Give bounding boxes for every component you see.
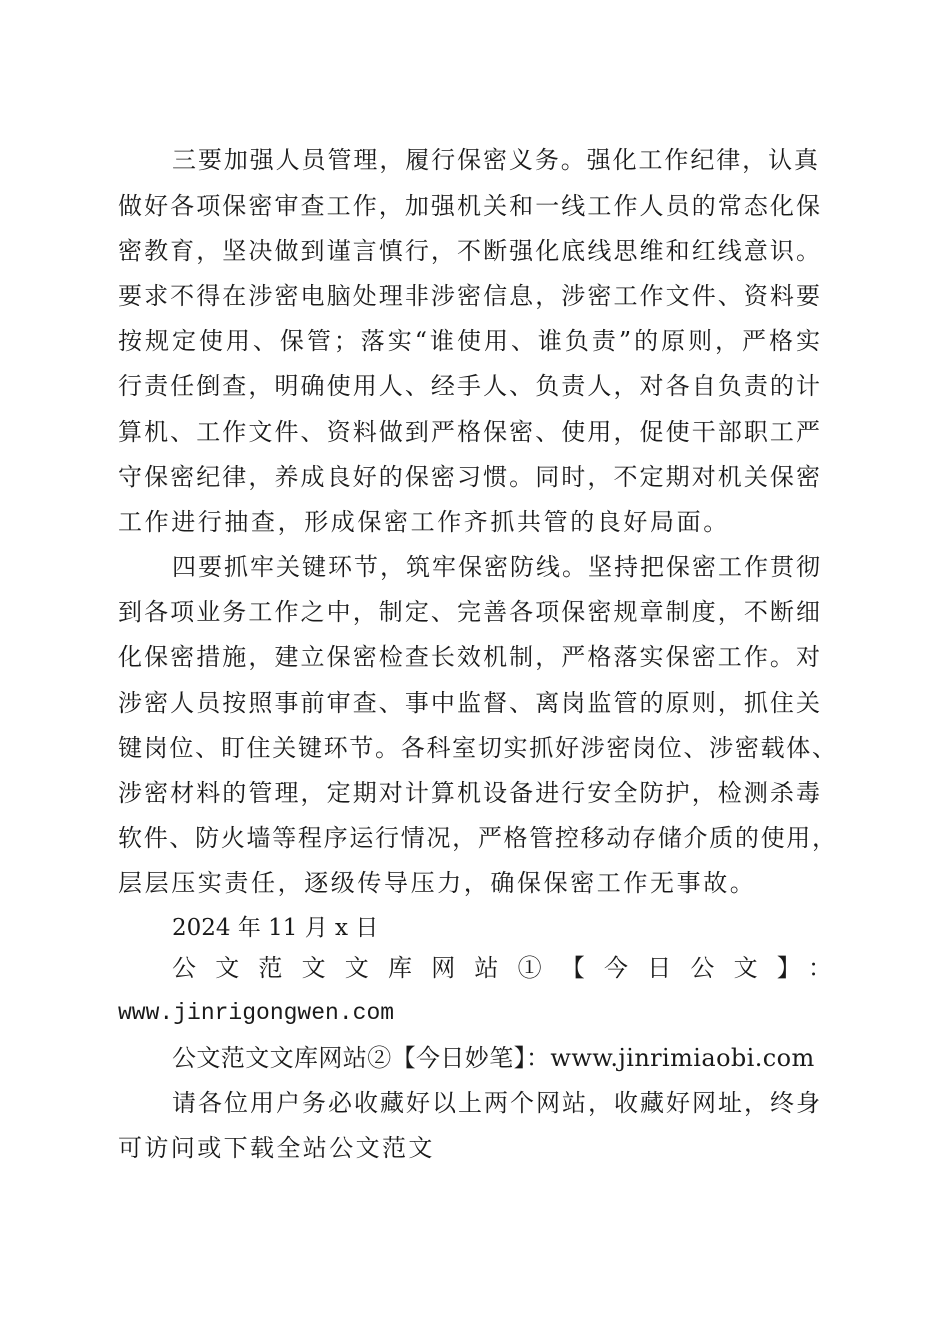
notice-line-2: 可访问或下载全站公文范文 [118,1134,435,1162]
paragraph-three-line-9: 工作进行抽查，形成保密工作齐抓共管的良好局面。 [118,508,730,536]
paragraph-four-line-4: 涉密人员按照事前审查、事中监督、离岗监管的原则，抓住关 [118,689,820,717]
paragraph-four-line-1: 四要抓牢关键环节，筑牢保密防线。坚持把保密工作贯彻 [172,553,820,581]
paragraph-four-line-2: 到各项业务工作之中，制定、完善各项保密规章制度，不断细 [118,598,820,626]
paragraph-four-line-3: 化保密措施，建立保密检查长效机制，严格落实保密工作。对 [118,643,820,671]
paragraph-three-line-7: 算机、工作文件、资料做到严格保密、使用，促使干部职工严 [118,418,820,446]
site-one-label: 公文范文文库网站①【今日公文】： [172,954,832,982]
paragraph-three-line-5: 按规定使用、保管；落实“谁使用、谁负责”的原则，严格实 [118,327,820,355]
notice-line-1: 请各位用户务必收藏好以上两个网站，收藏好网址，终身 [172,1089,820,1117]
paragraph-three-line-6: 行责任倒查，明确使用人、经手人、负责人，对各自负责的计 [118,372,820,400]
paragraph-three-line-4: 要求不得在涉密电脑处理非涉密信息，涉密工作文件、资料要 [118,282,820,310]
paragraph-four-line-8: 层层压实责任，逐级传导压力，确保保密工作无事故。 [118,869,757,897]
paragraph-three-line-2: 做好各项保密审查工作，加强机关和一线工作人员的常态化保 [118,192,820,220]
paragraph-three-line-8: 守保密纪律，养成良好的保密习惯。同时，不定期对机关保密 [118,463,820,491]
paragraph-four-line-6: 涉密材料的管理，定期对计算机设备进行安全防护，检测杀毒 [118,779,820,807]
site-two-line[interactable]: 公文范文文库网站②【今日妙笔】：www.jinrimiaobi.com [172,1044,815,1072]
document-date: 2024 年 11 月 x 日 [172,915,379,941]
paragraph-four-line-7: 软件、防火墙等程序运行情况，严格管控移动存储介质的使用， [118,824,836,852]
paragraph-three-line-3: 密教育，坚决做到谨言慎行，不断强化底线思维和红线意识。 [118,237,820,265]
paragraph-four-line-5: 键岗位、盯住关键环节。各科室切实抓好涉密岗位、涉密载体、 [118,734,836,762]
paragraph-three-line-1: 三要加强人员管理，履行保密义务。强化工作纪律，认真 [172,146,818,174]
site-one-url[interactable]: www.jinrigongwen.com [118,1000,395,1026]
